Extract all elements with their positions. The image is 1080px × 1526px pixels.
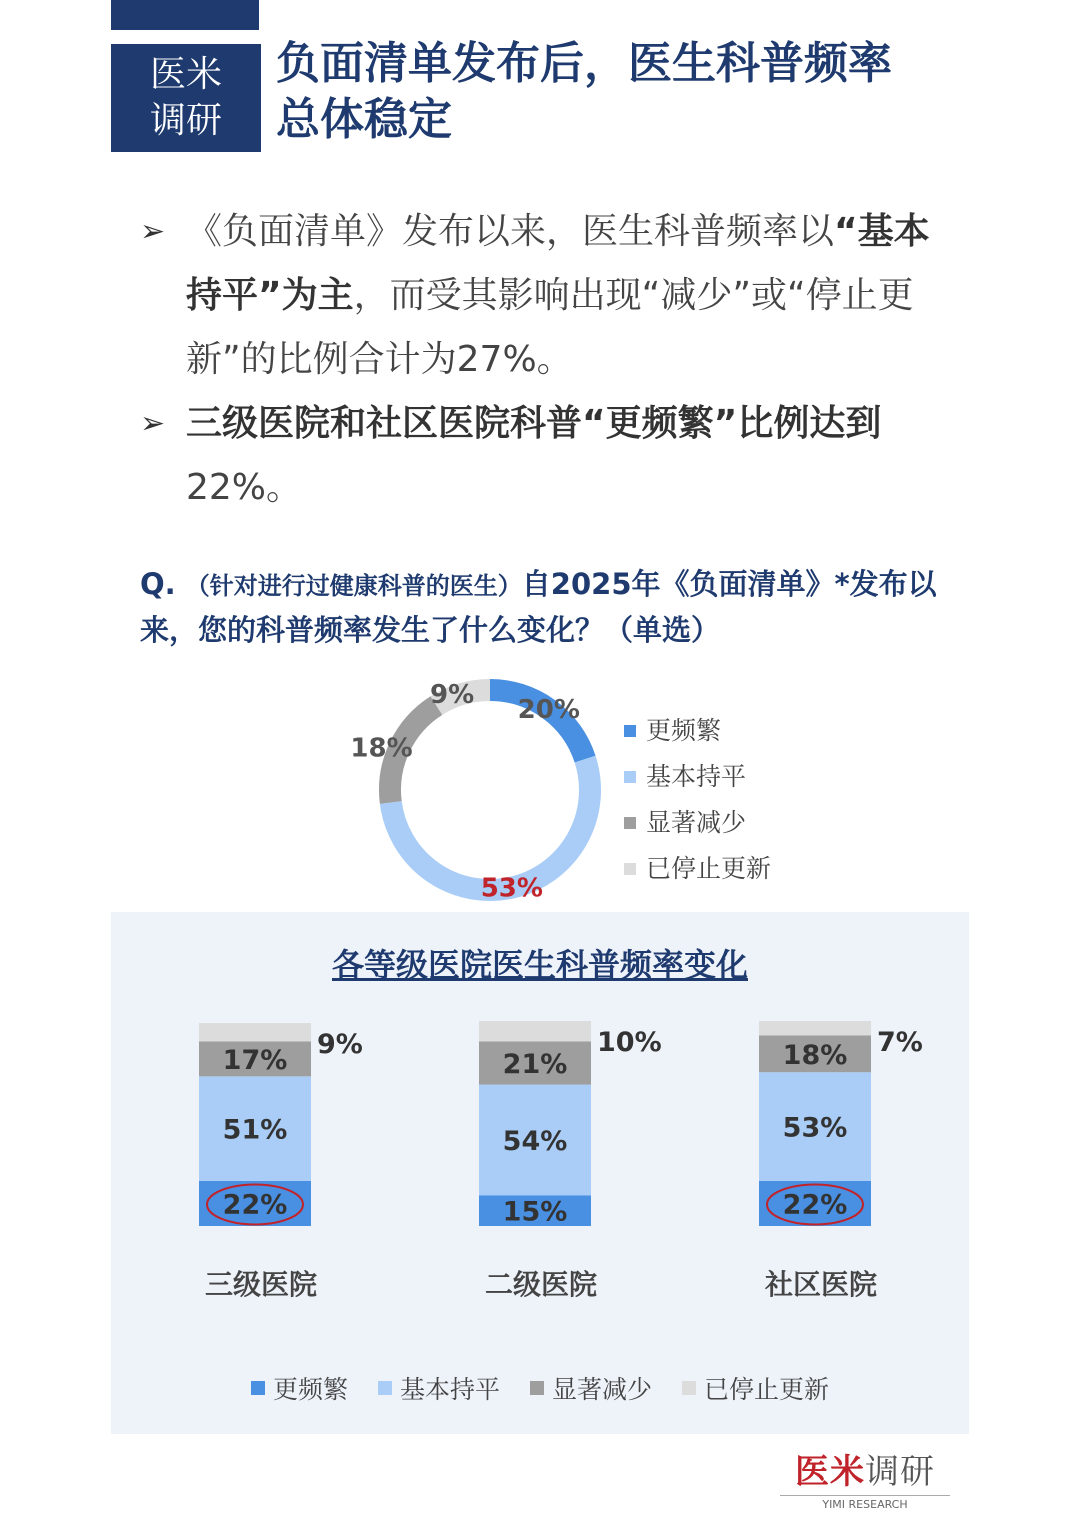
arrow-icon: ➢	[140, 406, 166, 441]
legend-label: 更频繁	[272, 1375, 348, 1404]
bullet-1-part-1: 《负面清单》发布以来，医生科普频率以	[186, 211, 835, 252]
top-accent-bar	[111, 0, 259, 30]
bar-value-label: 18%	[782, 1039, 848, 1071]
legend-swatch	[530, 1381, 544, 1395]
legend-item-same	[378, 1370, 500, 1406]
question-text: 自2025年《负面清单》*发布以来，您的科普频率发生了什么变化？（单选）	[140, 567, 937, 647]
legend-label: 已停止更新	[704, 1375, 830, 1404]
legend-label: 显著减少	[552, 1375, 653, 1404]
title-line-2: 总体稳定	[276, 94, 452, 145]
stacked-bar-chart	[111, 1000, 969, 1320]
summary-bullets	[140, 200, 940, 520]
bar-value-label: 22%	[782, 1189, 848, 1221]
bar-value-label: 9%	[317, 1029, 363, 1061]
brand-badge	[111, 44, 261, 152]
bar-value-label: 21%	[502, 1049, 568, 1081]
category-label: 三级医院	[204, 1268, 318, 1301]
legend-item-less	[530, 1370, 652, 1406]
logo-mark	[780, 1444, 950, 1493]
bullet-2-part-2: 22%。	[186, 467, 303, 508]
bar-value-label: 17%	[222, 1044, 288, 1076]
legend-item-more	[624, 708, 771, 754]
legend-swatch	[624, 771, 636, 783]
legend-item-stopped	[624, 846, 771, 892]
bullet-item	[140, 392, 940, 520]
page-title	[276, 36, 976, 148]
logo-red: 医米	[795, 1452, 865, 1492]
legend-item-more	[251, 1370, 348, 1406]
legend-label: 已停止更新	[646, 854, 772, 883]
legend-swatch	[378, 1381, 392, 1395]
bar-segment	[479, 1021, 591, 1042]
legend-label: 基本持平	[399, 1375, 500, 1404]
logo-gray: 调研	[865, 1452, 935, 1492]
legend-label: 显著减少	[646, 808, 747, 837]
bar-value-label: 54%	[502, 1125, 568, 1157]
bar-value-label: 7%	[877, 1027, 923, 1058]
category-label: 二级医院	[484, 1268, 598, 1301]
legend-swatch	[624, 863, 636, 875]
category-label: 社区医院	[764, 1268, 878, 1301]
donut-slice-label: 20%	[517, 695, 580, 726]
legend-label: 基本持平	[646, 762, 747, 791]
title-line-1: 负面清单发布后，医生科普频率	[276, 38, 892, 89]
question-prefix: Q.	[140, 567, 176, 601]
legend-swatch	[624, 817, 636, 829]
logo-subtitle: YIMI RESEARCH	[780, 1495, 950, 1511]
legend-item-same	[624, 754, 771, 800]
donut-chart	[350, 672, 620, 912]
survey-question	[140, 562, 960, 652]
bar-legend	[0, 1370, 1080, 1406]
legend-swatch	[624, 725, 636, 737]
legend-item-less	[624, 800, 771, 846]
legend-swatch	[682, 1381, 696, 1395]
donut-legend	[624, 708, 771, 892]
bullet-2-part-1: 三级医院和社区医院科普“更频繁”比例达到	[186, 403, 882, 444]
donut-slice-label: 53%	[480, 873, 543, 904]
legend-label: 更频繁	[646, 716, 722, 745]
bullet-1-part-2: “基本持平”为主	[186, 211, 930, 316]
brand-line-1: 医米	[149, 54, 222, 95]
donut-slice-label: 9%	[430, 679, 475, 710]
bar-chart-title: 各等级医院医生科普频率变化	[331, 946, 748, 984]
legend-swatch	[251, 1381, 265, 1395]
legend-item-stopped	[682, 1370, 829, 1406]
donut-slice-label: 18%	[350, 733, 413, 764]
brand-line-2: 调研	[149, 100, 222, 141]
bullet-item	[140, 200, 940, 392]
arrow-icon: ➢	[140, 214, 166, 249]
bar-value-label: 15%	[502, 1196, 568, 1228]
bar-segment	[759, 1021, 871, 1035]
bar-value-label: 51%	[222, 1114, 288, 1146]
bar-value-label: 22%	[222, 1189, 288, 1221]
donut-slice	[391, 759, 590, 890]
bar-value-label: 10%	[597, 1027, 662, 1058]
yimi-logo	[780, 1444, 950, 1511]
bar-value-label: 53%	[782, 1112, 848, 1144]
bullet-1-part-3: ，而受其影响出现“减少”或“停止更新”的比例合计为27%。	[186, 275, 914, 380]
question-scope: （针对进行过健康科普的医生）	[185, 572, 522, 600]
bar-segment	[199, 1023, 311, 1041]
